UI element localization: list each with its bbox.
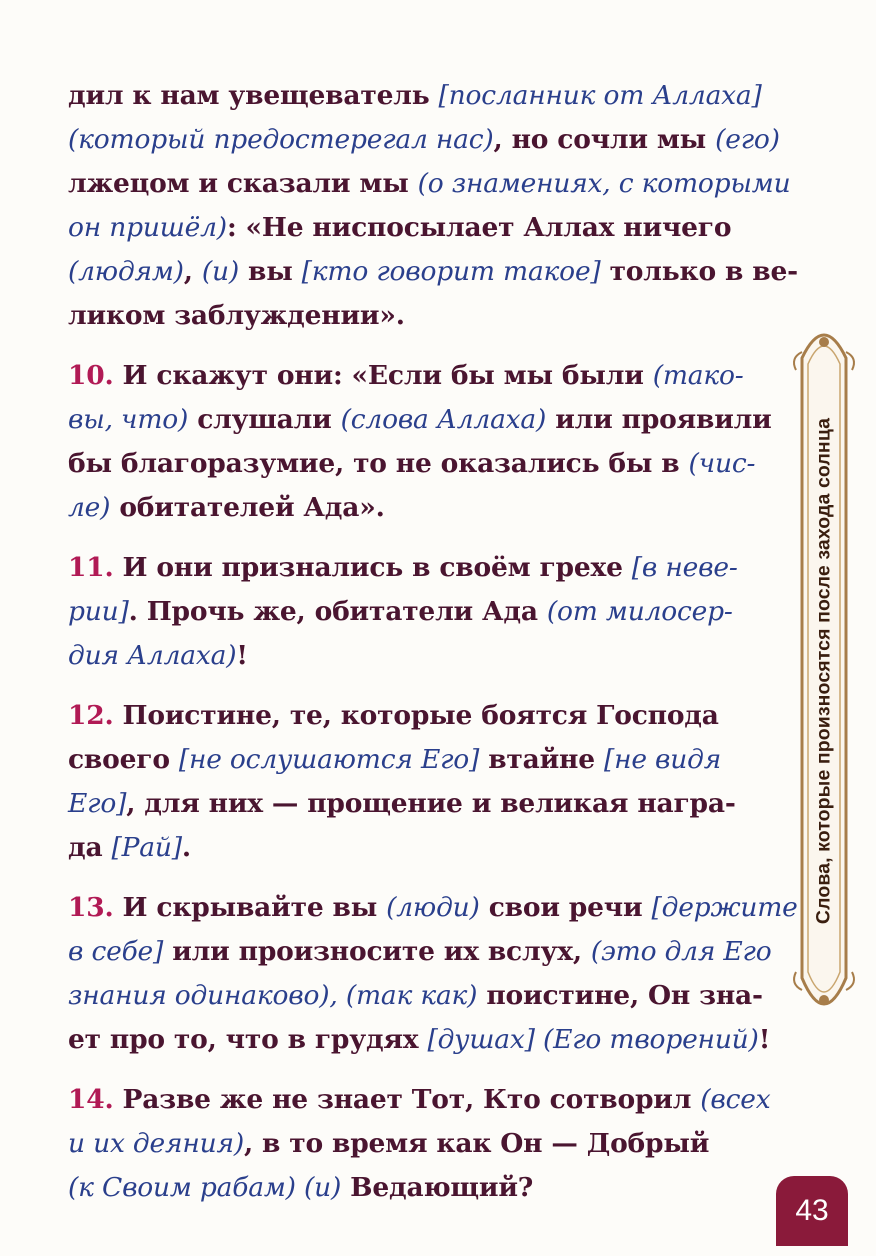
commentary-text: (людям): [68, 256, 184, 287]
text-line: [68, 590, 768, 634]
verse-text: только в ве-: [600, 256, 798, 287]
verse-text: или проявили: [546, 404, 772, 435]
commentary-text: [не ослушаются Его]: [178, 744, 480, 775]
paragraph-gap: [68, 530, 768, 546]
chapter-side-tab: [788, 318, 860, 1024]
commentary-text: вы, что): [68, 404, 189, 435]
verse-text: обитателей Ада».: [110, 492, 385, 523]
commentary-text: (слова Аллаха): [340, 404, 547, 435]
text-line: [68, 694, 768, 738]
verse-text: , в то время как Он — Добрый: [243, 1128, 710, 1159]
verse-text: втайне: [479, 744, 604, 775]
text-line: [68, 826, 768, 870]
text-line: [68, 886, 798, 930]
commentary-text: (от милосер-: [546, 596, 733, 627]
text-line: [68, 782, 768, 826]
verse-text: поистине, Он зна-: [477, 980, 763, 1011]
verse-text: ет про то, что в грудях: [68, 1024, 428, 1055]
text-line: [68, 486, 768, 530]
verse-text: . Прочь же, обитатели Ада: [128, 596, 547, 627]
verse-text: или произносите их вслух,: [163, 936, 591, 967]
commentary-text: [Рай]: [111, 832, 182, 863]
verse-text: вы: [239, 256, 302, 287]
commentary-text: (всех: [700, 1084, 771, 1115]
verse-number: 12.: [68, 700, 114, 731]
verse-text: : «Не ниспосылает Аллах ничего: [226, 212, 732, 243]
verse-text: лжецом и сказали мы: [68, 168, 418, 199]
text-line: [68, 206, 768, 250]
verse-text: слушали: [188, 404, 341, 435]
commentary-text: (чис-: [688, 448, 756, 479]
verse-text: И скажут они: «Если бы мы были: [113, 360, 653, 391]
text-line: [68, 118, 780, 162]
commentary-text: ле): [68, 492, 111, 523]
verse-text: дил к нам увещеватель: [68, 80, 439, 111]
paragraph-gap: [68, 1062, 768, 1078]
verse-text: , для них — прощение и великая награ-: [126, 788, 736, 819]
text-line: [68, 1018, 771, 1062]
verse-text: .: [181, 832, 191, 863]
verse-text-column: [68, 74, 798, 1210]
chapter-title: Слова, которые произносятся после захода солнца: [812, 417, 835, 925]
verse-text: !: [236, 640, 248, 671]
verse-text: И они признались в своём грехе: [113, 552, 632, 583]
text-line: [68, 930, 772, 974]
commentary-text: [в неве-: [631, 552, 738, 583]
text-line: [68, 1078, 771, 1122]
commentary-text: [не видя: [603, 744, 722, 775]
verse-text: своего: [68, 744, 179, 775]
verse-number: 11.: [68, 552, 114, 583]
commentary-text: знания одинаково), (так как): [68, 980, 478, 1011]
commentary-text: (тако-: [652, 360, 744, 391]
commentary-text: он пришёл): [68, 212, 227, 243]
verse-text: ,: [183, 256, 202, 287]
text-line: [68, 398, 772, 442]
verse-text: Разве же не знает Тот, Кто сотворил: [113, 1084, 701, 1115]
commentary-text: (который предостерегал нас): [68, 124, 494, 155]
commentary-text: Его]: [68, 788, 127, 819]
verse-text: ликом заблуждении».: [68, 300, 405, 331]
text-line: [68, 974, 768, 1018]
text-line: [68, 738, 768, 782]
commentary-text: [кто говорит такое]: [301, 256, 601, 287]
verse-number: 10.: [68, 360, 114, 391]
verse-text: И скрывайте вы: [113, 892, 387, 923]
text-line: [68, 250, 798, 294]
commentary-text: дия Аллаха): [68, 640, 237, 671]
verse-number: 13.: [68, 892, 114, 923]
paragraph-gap: [68, 870, 768, 886]
text-line: [68, 1166, 768, 1210]
text-line: [68, 74, 768, 118]
page-number: 43: [776, 1176, 848, 1246]
commentary-text: [посланник от Аллаха]: [438, 80, 762, 111]
text-line: [68, 634, 768, 678]
commentary-text: (это для Его: [590, 936, 772, 967]
commentary-text: (и): [201, 256, 240, 287]
verse-text: да: [68, 832, 112, 863]
commentary-text: рии]: [68, 596, 129, 627]
verse-number: 14.: [68, 1084, 114, 1115]
verse-text: Ведающий?: [341, 1172, 534, 1203]
verse-text: свои речи: [479, 892, 652, 923]
verse-text: , но сочли мы: [493, 124, 716, 155]
commentary-text: (его): [715, 124, 780, 155]
text-line: [68, 442, 768, 486]
commentary-text: в себе]: [68, 936, 164, 967]
commentary-text: (к Своим рабам) (и): [68, 1172, 342, 1203]
commentary-text: [держите: [651, 892, 798, 923]
text-line: [68, 294, 768, 338]
text-line: [68, 1122, 768, 1166]
paragraph-gap: [68, 678, 768, 694]
text-line: [68, 354, 768, 398]
text-line: [68, 546, 768, 590]
verse-text: бы благоразумие, то не оказались бы в: [68, 448, 689, 479]
verse-text: !: [758, 1024, 771, 1055]
commentary-text: (люди): [386, 892, 480, 923]
commentary-text: [душах] (Его творений): [427, 1024, 759, 1055]
commentary-text: и их деяния): [68, 1128, 244, 1159]
verse-text: Поистине, те, которые боятся Господа: [113, 700, 719, 731]
text-line: [68, 162, 791, 206]
paragraph-gap: [68, 338, 768, 354]
commentary-text: (о знамениях, с которыми: [417, 168, 791, 199]
